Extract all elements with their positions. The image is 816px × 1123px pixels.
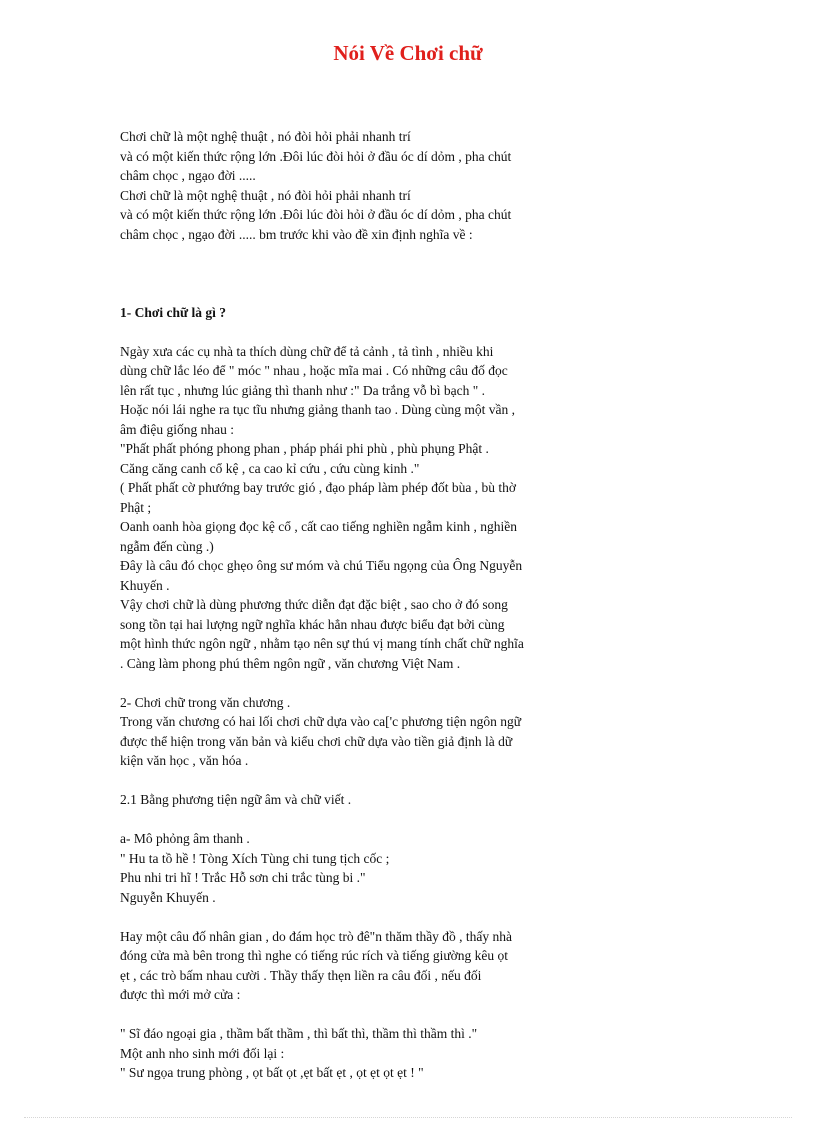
- paragraph: [120, 829, 610, 907]
- text-line: Vậy chơi chữ là dùng phương thức diễn đạt đặc biệt , sao cho ở đó song: [120, 597, 508, 612]
- text-line: châm chọc , ngạo đời .....: [120, 168, 256, 183]
- text-line: Đây là câu đó chọc ghẹo ông sư móm và chú Tiểu ngọng của Ông Nguyễn: [120, 558, 523, 573]
- text-line: . Càng làm phong phú thêm ngôn ngữ , văn chương Việt Nam .: [120, 655, 461, 671]
- text-line: Hoặc nói lái nghe ra tục tĩu nhưng giảng thanh tao . Dùng cùng một vần ,: [120, 402, 515, 417]
- text-line: Khuyến .: [120, 577, 170, 593]
- paragraph-spacer: [120, 771, 610, 791]
- text-line: dùng chữ lắc léo để " móc " nhau , hoặc mĩa mai . Có những câu đố đọc: [120, 363, 508, 378]
- text-line: a- Mô phỏng âm thanh .: [120, 831, 250, 846]
- paragraph-spacer: [120, 810, 610, 830]
- text-line: và có một kiến thức rộng lớn .Đôi lúc đòi hỏi ở đầu óc dí dỏm , pha chút: [120, 207, 512, 222]
- text-line: Ngày xưa các cụ nhà ta thích dùng chữ để tả cảnh , tả tình , nhiều khi: [120, 343, 494, 359]
- paragraph-spacer: [120, 1005, 610, 1025]
- text-line: 2- Chơi chữ trong văn chương .: [120, 694, 291, 710]
- text-line: và có một kiến thức rộng lớn .Đôi lúc đòi hỏi ở đầu óc dí dỏm , pha chút: [120, 148, 512, 164]
- section-heading: [120, 303, 610, 323]
- text-line: một hình thức ngôn ngữ , nhằm tạo nên sự thú vị mang tính chất chữ nghĩa: [120, 636, 524, 651]
- text-line: châm chọc , ngạo đời ..... bm trước khi vào đề xin định nghĩa về :: [120, 226, 473, 242]
- text-line: Phu nhi tri hĩ ! Trắc Hỗ sơn chi trắc tùng bi .": [120, 870, 366, 885]
- text-line: ( Phất phất cờ phướng bay trước gió , đạo pháp làm phép đốt bùa , bù thờ: [120, 480, 516, 495]
- text-line: được thì mới mở cửa :: [120, 987, 241, 1002]
- text-line: song tồn tại hai lượng ngữ nghĩa khác hẳn nhau được biểu đạt bởi cùng: [120, 616, 505, 632]
- text-line: " Hu ta tồ hề ! Tòng Xích Tùng chi tung tịch cốc ;: [120, 850, 390, 866]
- text-line: Chơi chữ là một nghệ thuật , nó đòi hỏi phải nhanh trí: [120, 129, 411, 144]
- text-line: 2.1 Bằng phương tiện ngữ âm và chữ viết .: [120, 792, 352, 807]
- text-line: Một anh nho sinh mới đối lại :: [120, 1045, 285, 1061]
- paragraph: [120, 927, 610, 1005]
- page-title: Nói Về Chơi chữ: [333, 41, 483, 65]
- text-line: âm điệu giống nhau :: [120, 421, 234, 437]
- text-line: Hay một câu đố nhân gian , do đám học trò đê"n thăm thầy đồ , thấy nhà: [120, 928, 513, 944]
- paragraph: [120, 790, 610, 810]
- text-line: Căng căng canh cổ kệ , ca cao kỉ cứu , cứu cùng kinh .": [120, 460, 420, 476]
- paragraph-spacer: [120, 907, 610, 927]
- document-body: [120, 127, 610, 1083]
- text-line: lên rất tục , nhưng lúc giảng thì thanh như :" Da trắng vỗ bì bạch " .: [120, 382, 485, 398]
- paragraph: [120, 127, 610, 244]
- text-line: Chơi chữ là một nghệ thuật , nó đòi hỏi phải nhanh trí: [120, 187, 411, 203]
- text-line: ngẫm đến cùng .): [120, 538, 214, 554]
- paragraph-spacer: [120, 283, 610, 303]
- text-line: 1- Chơi chữ là gì ?: [120, 304, 226, 320]
- text-line: Oanh oanh hòa giọng đọc kệ cổ , cất cao tiếng nghiền ngẫm kinh , nghiền: [120, 519, 518, 534]
- paragraph: [120, 1024, 610, 1083]
- text-line: kiện văn học , văn hóa .: [120, 753, 249, 768]
- page-bottom-divider: [24, 1117, 792, 1118]
- text-line: Phật ;: [120, 499, 152, 515]
- text-line: đóng cửa mà bên trong thì nghe có tiếng rúc rích và tiếng giường kêu ọt: [120, 948, 509, 963]
- paragraph-spacer: [120, 244, 610, 264]
- text-line: Nguyễn Khuyến .: [120, 889, 216, 905]
- paragraph: [120, 342, 610, 674]
- text-line: được thể hiện trong văn bản và kiểu chơi chữ dựa vào tiền giả định là dữ: [120, 733, 513, 749]
- text-line: " Sư ngọa trung phòng , ọt bất ọt ,ẹt bất ẹt , ọt ẹt ọt ẹt ! ": [120, 1065, 424, 1080]
- text-line: "Phất phất phóng phong phan , pháp phái phi phù , phù phụng Phật .: [120, 441, 489, 456]
- paragraph: [120, 693, 610, 771]
- text-line: Trong văn chương có hai lối chơi chữ dựa vào ca['c phương tiện ngôn ngữ: [120, 714, 522, 729]
- paragraph-spacer: [120, 264, 610, 284]
- text-line: ẹt , các trò bấm nhau cười . Thầy thấy thẹn liền ra câu đối , nếu đối: [120, 967, 482, 983]
- paragraph-spacer: [120, 673, 610, 693]
- paragraph-spacer: [120, 322, 610, 342]
- text-line: " Sĩ đáo ngoại gia , thầm bất thầm , thì bất thì, thầm thì thầm thì .": [120, 1026, 478, 1041]
